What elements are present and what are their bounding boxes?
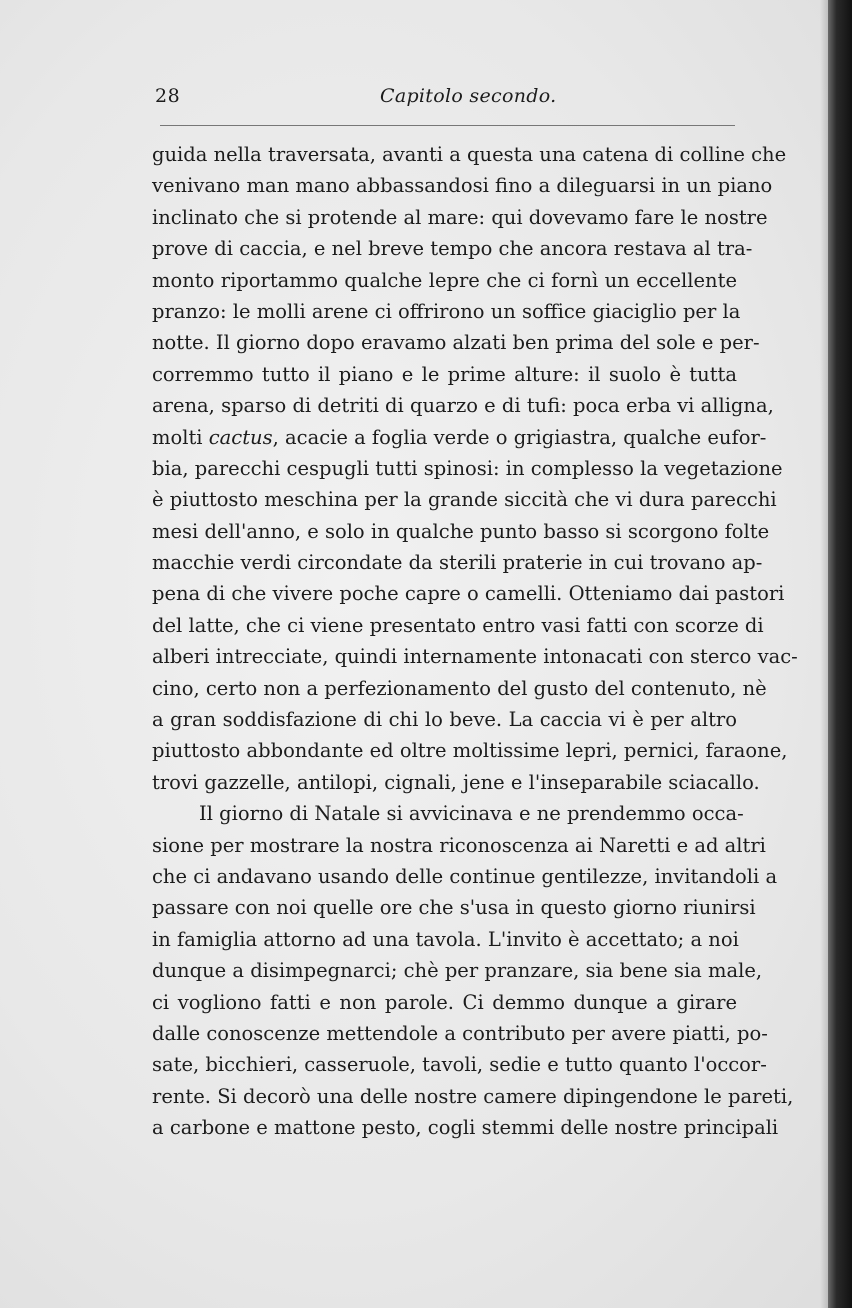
- text-line: pranzo: le molli arene ci offrirono un soffice giaciglio per la: [152, 299, 741, 323]
- text-line: inclinato che si protende al mare: qui dovevamo fare le nostre: [152, 205, 768, 229]
- text-line: piuttosto abbondante ed oltre moltissime lepri, pernici, faraone,: [152, 739, 788, 763]
- text-line: alberi intrecciate, quindi internamente intonacati con sterco vac-: [152, 645, 798, 669]
- text-line: in famiglia attorno ad una tavola. L'invito è accettato; a noi: [152, 927, 739, 951]
- text-line: bia, parecchi cespugli tutti spinosi: in complesso la vegetazione: [152, 456, 783, 480]
- text-line: passare con noi quelle ore che s'usa in questo giorno riunirsi: [152, 896, 756, 920]
- text-line: è piuttosto meschina per la grande siccità che vi dura parecchi: [152, 488, 777, 512]
- text-line: sate, bicchieri, casseruole, tavoli, sedie e tutto quanto l'occor-: [152, 1053, 767, 1077]
- text-line: Il giorno di Natale si avvicinava e ne prendemmo occa-: [199, 802, 744, 826]
- body-text: [152, 139, 798, 1144]
- paragraph-1: [152, 139, 798, 798]
- page-number: 28: [155, 85, 181, 107]
- text-line: notte. Il giorno dopo eravamo alzati ben prima del sole e per-: [152, 331, 760, 355]
- text-line: guida nella traversata, avanti a questa una catena di colline che: [152, 143, 787, 166]
- text-line: molti cactus, acacie a foglia verde o grigiastra, qualche eufor-: [152, 425, 767, 449]
- text-line: prove di caccia, e nel breve tempo che ancora restava al tra-: [152, 237, 753, 261]
- text-line: ci vogliono fatti e non parole. Ci demmo dunque a girare: [152, 990, 737, 1014]
- text-line: pena di che vivere poche capre o camelli. Otteniamo dai pastori: [152, 582, 785, 606]
- page-header: [155, 85, 735, 115]
- text-line: macchie verdi circondate da sterili praterie in cui trovano ap-: [152, 551, 763, 575]
- text-line: a gran soddisfazione di chi lo beve. La caccia vi è per altro: [152, 708, 737, 732]
- text-line: arena, sparso di detriti di quarzo e di tufi: poca erba vi alligna,: [152, 394, 774, 418]
- header-rule: [160, 125, 735, 126]
- running-title: Capitolo secondo.: [380, 85, 557, 107]
- text-line: rente. Si decorò una delle nostre camere dipingendone le pareti,: [152, 1084, 794, 1108]
- text-line: mesi dell'anno, e solo in qualche punto basso si scorgono folte: [152, 519, 770, 543]
- text-line: del latte, che ci viene presentato entro vasi fatti con scorze di: [152, 613, 764, 637]
- paragraph-2: [152, 798, 794, 1143]
- book-spine: [828, 0, 852, 1308]
- text-line: che ci andavano usando delle continue gentilezze, invitandoli a: [152, 864, 778, 888]
- text-line: dalle conoscenze mettendole a contributo per avere piatti, po-: [152, 1021, 768, 1045]
- text-line: venivano man mano abbassandosi fino a dileguarsi in un piano: [152, 174, 773, 198]
- text-line: trovi gazzelle, antilopi, cignali, jene e l'inseparabile sciacallo.: [152, 770, 760, 794]
- text-line: corremmo tutto il piano e le prime alture: il suolo è tutta: [152, 362, 737, 386]
- text-line: monto riportammo qualche lepre che ci fornì un eccellente: [152, 268, 737, 292]
- gutter-shadow: [820, 0, 828, 1308]
- text-line: a carbone e mattone pesto, cogli stemmi delle nostre principali: [152, 1116, 779, 1140]
- text-line: dunque a disimpegnarci; chè per pranzare, sia bene sia male,: [152, 959, 763, 983]
- text-line: cino, certo non a perfezionamento del gusto del contenuto, nè: [152, 676, 767, 700]
- text-line: sione per mostrare la nostra riconoscenza ai Naretti e ad altri: [152, 833, 766, 857]
